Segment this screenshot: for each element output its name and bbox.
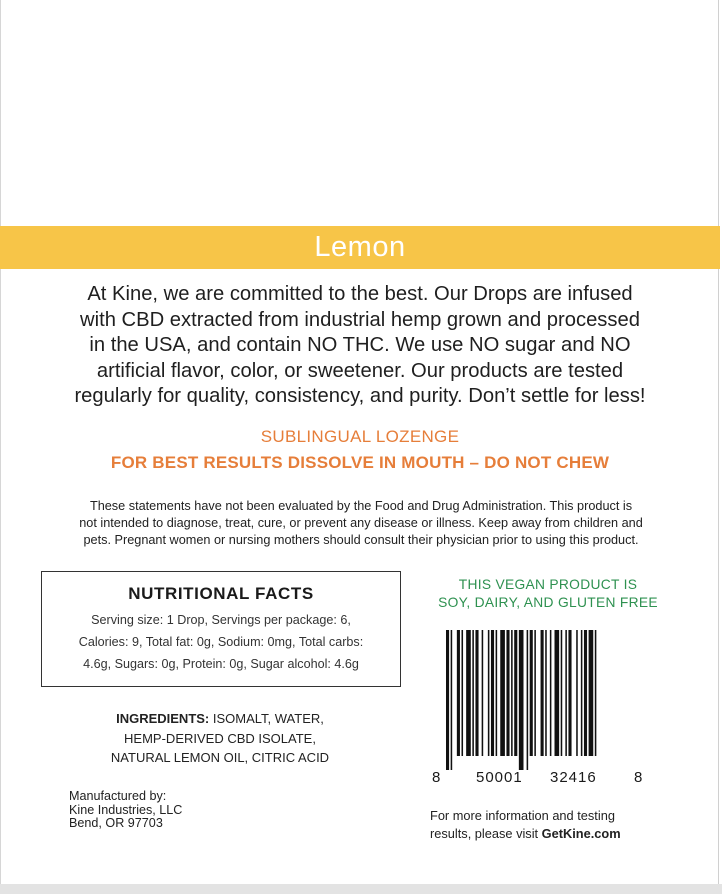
- disclaimer-line: not intended to diagnose, treat, cure, or prevent any disease or illness. Keep away from children and: [79, 516, 643, 530]
- website-link[interactable]: GetKine.com: [541, 825, 621, 841]
- disclaimer-line: These statements have not been evaluated by the Food and Drug Administration. This product is: [89, 499, 633, 513]
- more-info-text: [430, 807, 690, 842]
- barcode-right-group: 32416: [550, 769, 597, 786]
- nutrition-title: NUTRITIONAL FACTS: [128, 584, 314, 603]
- barcode-bars: [430, 626, 650, 771]
- barcode-bar: [475, 630, 478, 756]
- sublingual-label: SUBLINGUAL LOZENGE: [260, 427, 460, 446]
- nutrition-facts-box: [41, 571, 401, 687]
- page-bottom-border: [0, 884, 722, 894]
- barcode-bar: [581, 630, 583, 756]
- nutrition-details: [52, 609, 390, 675]
- page-left-border: [0, 0, 1, 894]
- nutrition-line: Calories: 9, Total fat: 0g, Sodium: 0mg, Total carbs:: [78, 635, 364, 649]
- vegan-line: THIS VEGAN PRODUCT IS: [458, 577, 638, 592]
- flavor-title: Lemon: [314, 231, 406, 263]
- barcode-bar: [545, 630, 547, 756]
- barcode-bar: [457, 630, 460, 756]
- nutrition-line: Serving size: 1 Drop, Servings per package: 6,: [91, 613, 351, 627]
- more-info-line: For more information and testing: [430, 808, 615, 823]
- barcode-bar: [482, 630, 484, 756]
- vegan-line: SOY, DAIRY, AND GLUTEN FREE: [438, 594, 658, 610]
- barcode-bar: [500, 630, 505, 756]
- barcode-bar: [584, 630, 587, 756]
- barcode-bar: [514, 630, 517, 756]
- ingredients-line: ISOMALT, WATER,: [212, 711, 324, 726]
- barcode-left-group: 50001: [476, 769, 523, 786]
- barcode-bar: [530, 630, 533, 756]
- barcode-lead-digit: 8: [432, 769, 441, 786]
- barcode-bar: [568, 630, 571, 756]
- ingredients-line: NATURAL LEMON OIL, CITRIC ACID: [110, 750, 330, 765]
- disclaimer-line: pets. Pregnant women or nursing mothers should consult their physician prior to using this product.: [83, 533, 639, 547]
- upc-barcode: [430, 626, 650, 796]
- barcode-bar: [550, 630, 552, 756]
- intro-line: regularly for quality, consistency, and purity. Don’t settle for less!: [74, 385, 646, 408]
- page-right-border: [718, 0, 719, 894]
- barcode-bar: [561, 630, 563, 756]
- usage-instruction: FOR BEST RESULTS DISSOLVE IN MOUTH – DO NOT CHEW: [110, 453, 610, 472]
- intro-line: in the USA, and contain NO THC. We use NO sugar and NO: [89, 334, 631, 357]
- manufacturer-info: [69, 790, 269, 831]
- fda-disclaimer: [34, 498, 688, 549]
- barcode-bar: [541, 630, 544, 756]
- barcode-bar: [589, 630, 594, 756]
- ingredients-block: [60, 709, 380, 768]
- vegan-statement: [420, 576, 676, 611]
- nutrition-line: 4.6g, Sugars: 0g, Protein: 0g, Sugar alcohol: 4.6g: [83, 657, 359, 671]
- barcode-bar: [527, 630, 529, 770]
- barcode-bar: [466, 630, 471, 756]
- barcode-bar: [565, 630, 567, 756]
- barcode-bar: [511, 630, 513, 756]
- ingredients-label: INGREDIENTS:: [116, 711, 210, 726]
- manufacturer-line: Manufactured by:: [69, 789, 167, 803]
- barcode-bar: [462, 630, 464, 756]
- barcode-bar: [488, 630, 490, 756]
- intro-line: with CBD extracted from industrial hemp grown and processed: [80, 308, 640, 331]
- barcode-bar: [491, 630, 494, 756]
- ingredients-line: HEMP-DERIVED CBD ISOLATE,: [124, 730, 316, 746]
- intro-line: At Kine, we are committed to the best. Our Drops are infused: [87, 283, 633, 305]
- intro-line: artificial flavor, color, or sweetener. Our products are tested: [96, 359, 624, 382]
- flavor-banner: [0, 226, 720, 269]
- barcode-bar: [555, 630, 560, 756]
- barcode-bar: [451, 630, 453, 770]
- more-info-line: results, please visit: [430, 825, 542, 841]
- barcode-bar: [446, 630, 449, 770]
- barcode-bar: [595, 630, 597, 756]
- intro-paragraph: [40, 282, 680, 410]
- barcode-bar: [496, 630, 498, 756]
- barcode-bar: [576, 630, 578, 756]
- manufacturer-line: Bend, OR 97703: [69, 816, 163, 831]
- barcode-bar: [506, 630, 509, 756]
- barcode-bar: [534, 630, 536, 756]
- barcode-bar: [472, 630, 474, 756]
- barcode-bar: [519, 630, 524, 770]
- barcode-check-digit: 8: [634, 769, 643, 786]
- manufacturer-line: Kine Industries, LLC: [69, 802, 183, 817]
